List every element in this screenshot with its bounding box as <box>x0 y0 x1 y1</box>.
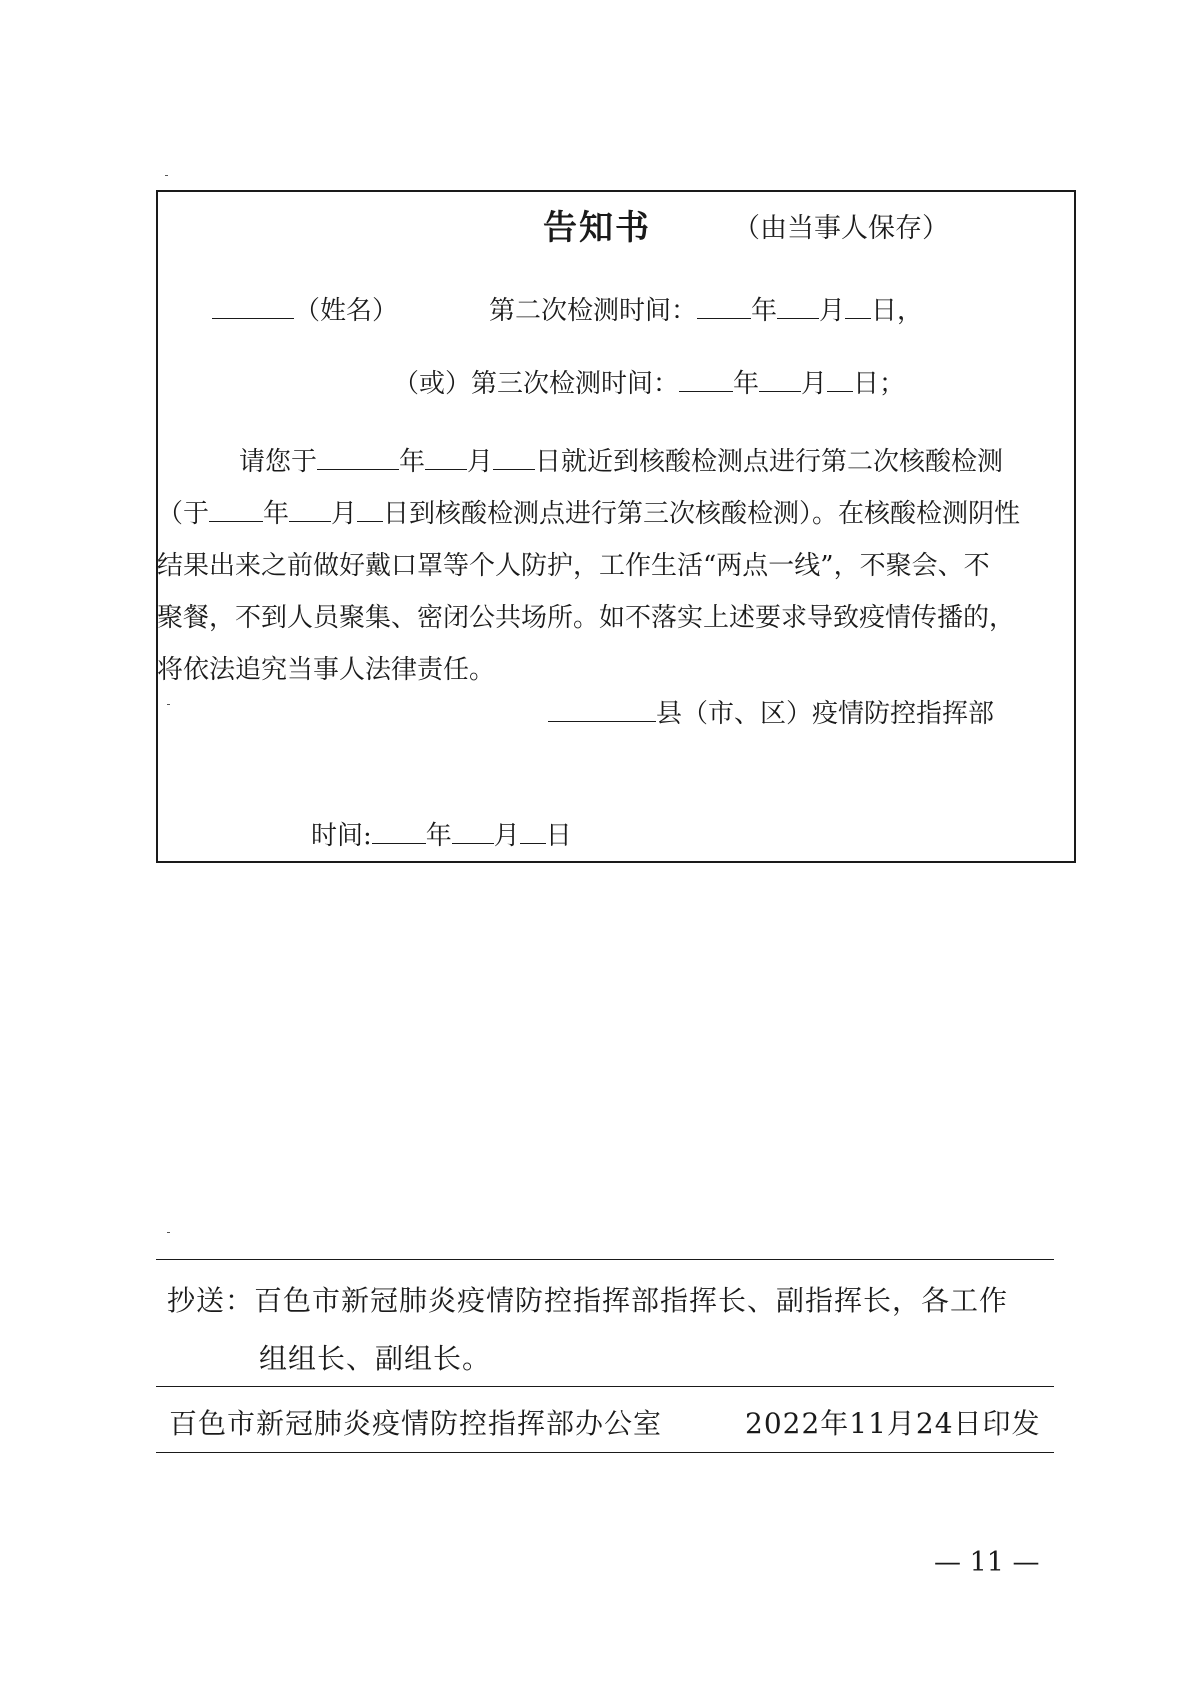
scan-mark <box>167 704 170 705</box>
month-blank <box>452 823 494 844</box>
day-blank <box>845 298 871 319</box>
second-test-row <box>489 290 923 327</box>
cc-line-1: 抄送：百色市新冠肺炎疫情防控指挥部指挥长、副指挥长，各工作 <box>167 1284 1009 1317</box>
cc-line-2: 组组长、副组长。 <box>259 1342 492 1375</box>
scan-mark <box>165 175 168 176</box>
year-text: 年 <box>425 821 452 851</box>
county-blank <box>548 701 656 722</box>
month-blank <box>289 501 331 522</box>
notice-body <box>157 436 1077 696</box>
third-test-row <box>393 363 905 400</box>
body-line: 聚餐，不到人员聚集、密闭公共场所。如不落实上述要求导致疫情传播的， <box>157 603 1016 633</box>
body-line <box>157 436 1077 488</box>
body-text: 请您于 <box>239 447 318 477</box>
year-text: 年 <box>751 296 778 326</box>
day-blank <box>827 371 853 392</box>
body-text: （于 <box>157 499 210 529</box>
day-text: 日， <box>871 296 924 326</box>
third-test-label: （或）第三次检测时间： <box>393 369 680 399</box>
time-label: 时间: <box>311 821 372 851</box>
year-blank <box>317 449 399 470</box>
notice-title: 告知书 <box>543 208 651 248</box>
month-blank <box>777 298 819 319</box>
body-line <box>157 488 1077 540</box>
scan-mark <box>167 1232 170 1233</box>
signature-row <box>548 693 994 730</box>
time-row <box>311 815 572 852</box>
body-line: 结果出来之前做好戴口罩等个人防护，工作生活“两点一线”，不聚会、不 <box>157 551 990 581</box>
day-blank <box>493 449 535 470</box>
year-text: 年 <box>399 447 426 477</box>
body-text: 日就近到核酸检测点进行第二次核酸检测 <box>535 447 1004 477</box>
day-text: 日 <box>545 821 572 851</box>
body-line: 将依法追究当事人法律责任。 <box>157 655 496 685</box>
month-blank <box>425 449 467 470</box>
footer-bottom-rule <box>156 1452 1054 1453</box>
year-blank <box>209 501 263 522</box>
day-blank <box>357 501 383 522</box>
name-blank <box>212 298 294 319</box>
second-test-label: 第二次检测时间： <box>489 296 698 326</box>
footer-issuer: 百色市新冠肺炎疫情防控指挥部办公室 <box>169 1407 663 1440</box>
cc-top-rule <box>156 1259 1054 1260</box>
body-text: 日到核酸检测点进行第三次核酸检测）。在核酸检测阴性 <box>383 499 1021 529</box>
signature-text: 县（市、区）疫情防控指挥部 <box>656 699 995 729</box>
month-blank <box>759 371 801 392</box>
month-text: 月 <box>801 369 828 399</box>
day-text: 日； <box>853 369 906 399</box>
month-text: 月 <box>467 447 494 477</box>
month-text: 月 <box>493 821 520 851</box>
month-text: 月 <box>819 296 846 326</box>
footer-date: 2022年11月24日印发 <box>745 1407 1041 1440</box>
year-blank <box>679 371 733 392</box>
year-blank <box>372 823 426 844</box>
cc-bottom-rule <box>156 1386 1054 1387</box>
year-text: 年 <box>733 369 760 399</box>
name-row <box>212 290 398 327</box>
year-blank <box>697 298 751 319</box>
year-text: 年 <box>263 499 290 529</box>
name-label: （姓名） <box>294 296 399 326</box>
page-number: — 11 — <box>934 1547 1040 1578</box>
day-blank <box>520 823 546 844</box>
notice-title-note: （由当事人保存） <box>733 213 949 244</box>
month-text: 月 <box>331 499 358 529</box>
